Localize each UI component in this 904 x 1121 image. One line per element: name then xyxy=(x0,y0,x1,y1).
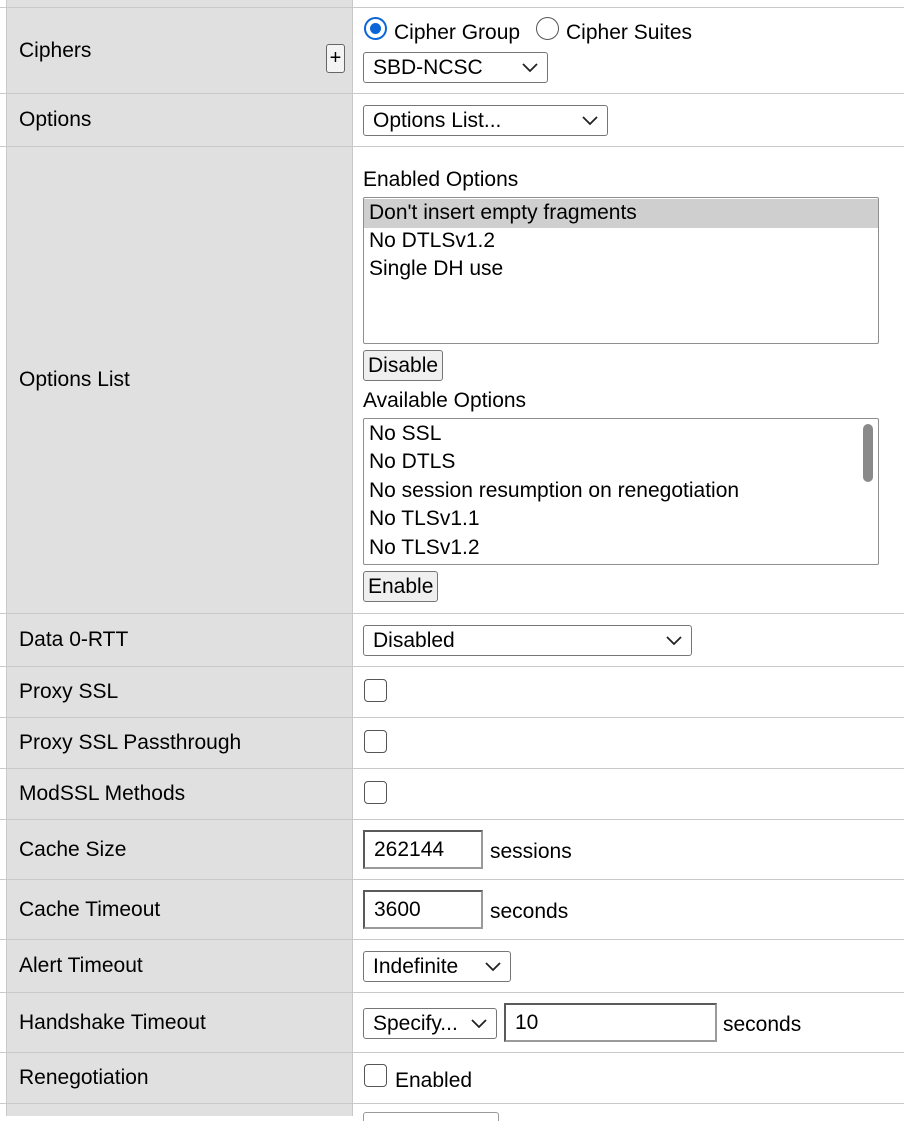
alert-timeout-select-value: Indefinite xyxy=(373,954,459,978)
modssl-methods-value-cell xyxy=(353,769,904,819)
chevron-down-icon xyxy=(522,60,538,74)
list-item[interactable]: No DTLSv1.2 xyxy=(369,229,496,252)
row-label-cell xyxy=(6,1104,353,1116)
cache-size-label-text: Cache Size xyxy=(19,837,127,861)
renegotiation-label-text: Renegotiation xyxy=(19,1066,149,1089)
handshake-timeout-row xyxy=(0,992,904,1052)
disable-button[interactable]: Disable xyxy=(363,350,443,381)
options-list-label-text: Options List xyxy=(19,368,130,391)
proxy-ssl-passthrough-row xyxy=(0,717,904,768)
handshake-timeout-value-cell xyxy=(353,993,904,1052)
proxy-ssl-label xyxy=(6,667,353,717)
ciphers-value-cell xyxy=(353,8,904,93)
options-value-cell xyxy=(353,94,904,146)
options-label xyxy=(6,94,353,146)
proxy-ssl-label-text: Proxy SSL xyxy=(19,680,119,703)
proxy-ssl-row xyxy=(0,666,904,717)
cipher-suites-label[interactable]: Cipher Suites xyxy=(566,21,693,44)
cache-timeout-row xyxy=(0,879,904,939)
modssl-methods-row xyxy=(0,768,904,819)
enabled-options-listbox[interactable] xyxy=(363,197,879,344)
chevron-down-icon xyxy=(471,1016,487,1030)
row-value-cell xyxy=(353,0,904,7)
list-item[interactable]: No session resumption on renegotiation xyxy=(369,479,740,502)
ciphers-label-text: Ciphers xyxy=(19,38,92,62)
alert-timeout-label xyxy=(6,940,353,992)
available-options-heading: Available Options xyxy=(363,389,527,412)
enabled-options-heading: Enabled Options xyxy=(363,168,519,191)
ciphers-row xyxy=(0,7,904,93)
proxy-ssl-checkbox[interactable] xyxy=(364,679,387,702)
handshake-timeout-select[interactable] xyxy=(363,1008,497,1039)
data-0rtt-label-text: Data 0-RTT xyxy=(19,628,129,651)
handshake-timeout-unit: seconds xyxy=(723,1013,802,1036)
list-item[interactable]: No TLSv1.1 xyxy=(369,507,480,530)
data-0rtt-value-cell xyxy=(353,614,904,666)
options-select[interactable] xyxy=(363,105,608,136)
available-options-listbox[interactable] xyxy=(363,418,879,565)
proxy-ssl-passthrough-label-text: Proxy SSL Passthrough xyxy=(19,731,242,754)
proxy-ssl-passthrough-checkbox[interactable] xyxy=(364,730,387,753)
handshake-timeout-label xyxy=(6,993,353,1052)
alert-timeout-row xyxy=(0,939,904,992)
renegotiation-value-cell xyxy=(353,1053,904,1103)
list-item[interactable]: Don't insert empty fragments xyxy=(369,201,637,224)
cache-timeout-input[interactable]: 3600 xyxy=(363,890,483,929)
renegotiation-checkbox-label[interactable]: Enabled xyxy=(395,1069,473,1092)
cache-size-label xyxy=(6,820,353,879)
options-select-value: Options List... xyxy=(373,108,502,132)
modssl-methods-label-text: ModSSL Methods xyxy=(19,782,186,805)
handshake-timeout-input[interactable]: 10 xyxy=(504,1003,717,1042)
alert-timeout-select[interactable] xyxy=(363,951,511,982)
handshake-timeout-select-value: Specify... xyxy=(373,1011,458,1035)
row-value-cell xyxy=(353,1104,904,1116)
listbox-scrollbar-thumb[interactable] xyxy=(863,424,873,482)
data-0rtt-row xyxy=(0,613,904,666)
proxy-ssl-passthrough-value-cell xyxy=(353,718,904,768)
cache-size-row xyxy=(0,819,904,879)
data-0rtt-select[interactable] xyxy=(363,625,692,656)
cache-timeout-value-cell xyxy=(353,880,904,939)
renegotiation-row xyxy=(0,1052,904,1103)
row-label-cell xyxy=(6,0,353,7)
cache-size-value-cell xyxy=(353,820,904,879)
list-item[interactable]: No SSL xyxy=(369,422,442,445)
table-row-bottom-partial xyxy=(0,1103,904,1116)
modssl-methods-checkbox[interactable] xyxy=(364,781,387,804)
renegotiation-checkbox[interactable] xyxy=(364,1064,387,1087)
list-item[interactable]: No TLSv1.2 xyxy=(369,536,480,559)
alert-timeout-label-text: Alert Timeout xyxy=(19,954,143,977)
cache-timeout-label-text: Cache Timeout xyxy=(19,897,161,921)
table-row-top-partial xyxy=(0,0,904,7)
cache-timeout-unit: seconds xyxy=(490,900,569,923)
options-list-label xyxy=(6,147,353,613)
options-label-text: Options xyxy=(19,108,92,131)
cipher-group-label[interactable]: Cipher Group xyxy=(394,21,521,44)
cipher-group-select[interactable] xyxy=(363,52,548,83)
renegotiation-label xyxy=(6,1053,353,1103)
cache-size-input[interactable]: 262144 xyxy=(363,830,483,869)
cipher-suites-radio[interactable] xyxy=(536,17,559,40)
alert-timeout-value-cell xyxy=(353,940,904,992)
options-row xyxy=(0,93,904,146)
list-item[interactable]: No DTLS xyxy=(369,450,456,473)
partial-control-top-edge xyxy=(363,1112,499,1121)
cipher-group-radio[interactable] xyxy=(364,17,387,40)
radio-dot-icon xyxy=(370,23,381,34)
chevron-down-icon xyxy=(666,633,682,647)
proxy-ssl-passthrough-label xyxy=(6,718,353,768)
data-0rtt-label xyxy=(6,614,353,666)
chevron-down-icon xyxy=(485,959,501,973)
cache-timeout-label xyxy=(6,880,353,939)
enable-button[interactable]: Enable xyxy=(363,571,438,602)
proxy-ssl-value-cell xyxy=(353,667,904,717)
handshake-timeout-label-text: Handshake Timeout xyxy=(19,1010,206,1034)
data-0rtt-select-value: Disabled xyxy=(373,628,455,652)
list-item[interactable]: Single DH use xyxy=(369,257,504,280)
cipher-group-select-value: SBD-NCSC xyxy=(373,55,483,79)
cache-size-unit: sessions xyxy=(490,840,572,863)
chevron-down-icon xyxy=(582,113,598,127)
modssl-methods-label xyxy=(6,769,353,819)
options-list-value-cell xyxy=(353,147,904,613)
add-cipher-button[interactable]: + xyxy=(326,44,345,73)
options-list-row xyxy=(0,146,904,613)
ciphers-label xyxy=(6,8,353,93)
